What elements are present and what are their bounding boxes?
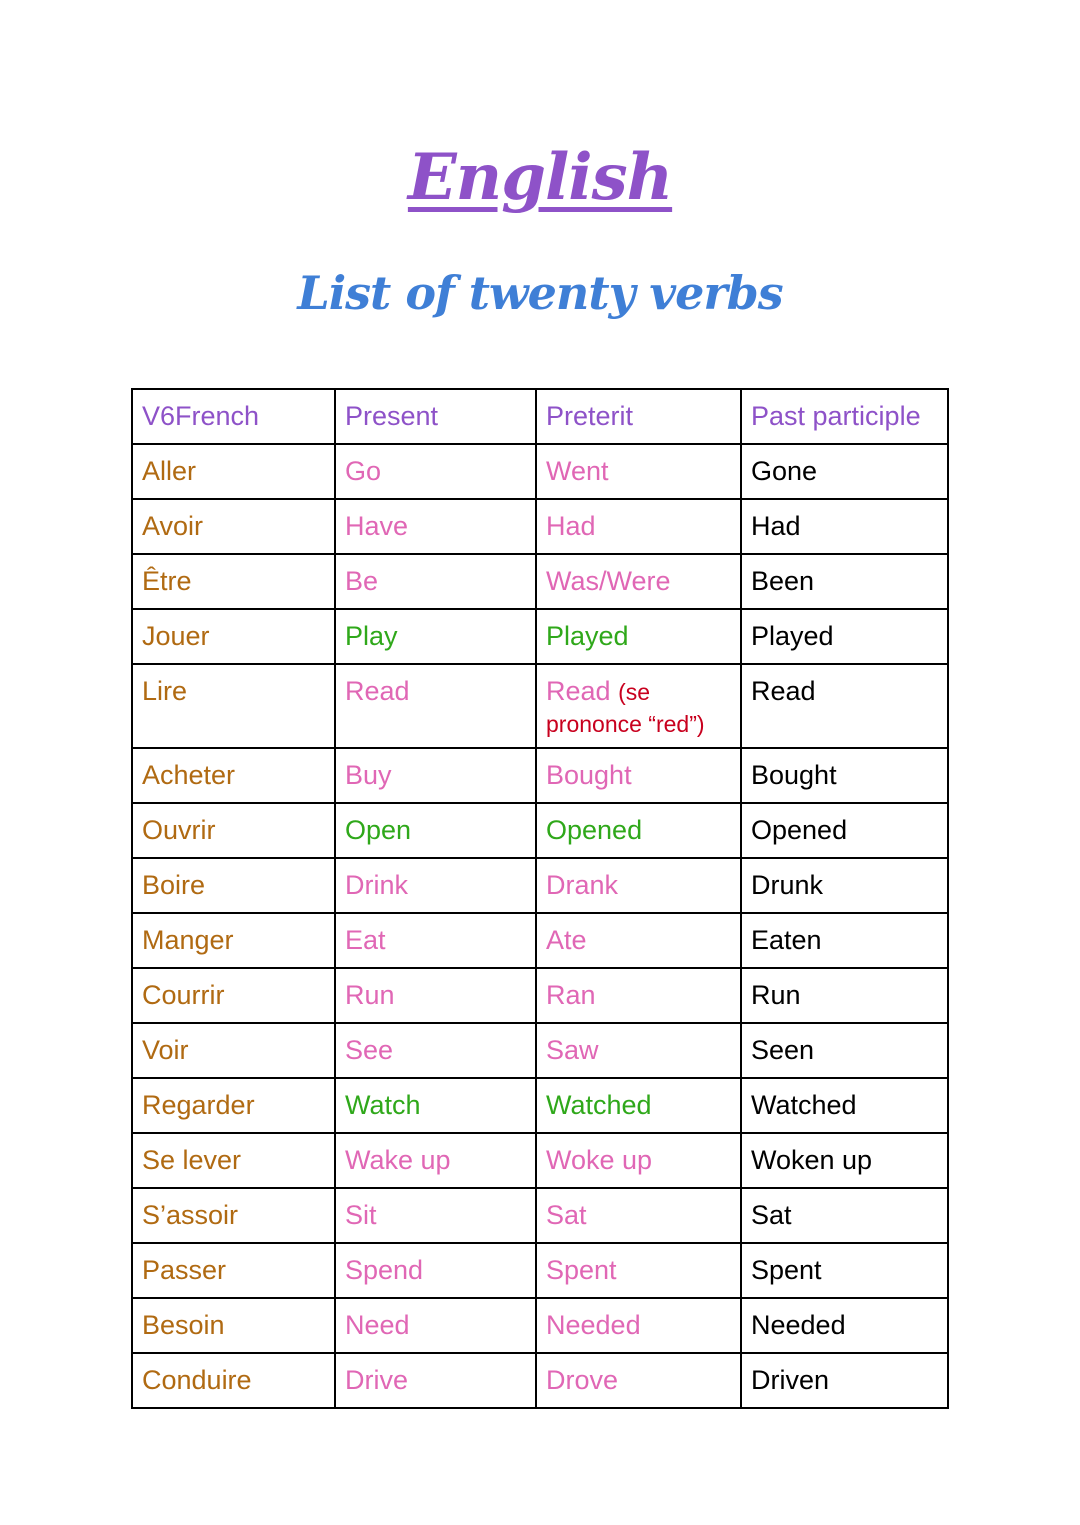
cell-preterit: Opened (536, 803, 741, 858)
cell-participle: Opened (741, 803, 948, 858)
cell-present: Play (335, 609, 536, 664)
table-row (132, 803, 948, 858)
table-row (132, 444, 948, 499)
cell-present: Drink (335, 858, 536, 913)
cell-preterit: Sat (536, 1188, 741, 1243)
page-title: English (407, 140, 673, 215)
preterit-text: Read (546, 676, 611, 706)
header-preterit: Preterit (536, 389, 741, 444)
cell-participle: Played (741, 609, 948, 664)
cell-participle: Driven (741, 1353, 948, 1408)
cell-french: Acheter (132, 748, 335, 803)
cell-preterit: Woke up (536, 1133, 741, 1188)
cell-french: Avoir (132, 499, 335, 554)
cell-french: Courrir (132, 968, 335, 1023)
cell-french: Être (132, 554, 335, 609)
cell-preterit: Needed (536, 1298, 741, 1353)
table-row (132, 1298, 948, 1353)
cell-present: Need (335, 1298, 536, 1353)
cell-french: Conduire (132, 1353, 335, 1408)
cell-french: Boire (132, 858, 335, 913)
cell-participle: Gone (741, 444, 948, 499)
cell-present: Eat (335, 913, 536, 968)
cell-participle: Bought (741, 748, 948, 803)
cell-preterit: Saw (536, 1023, 741, 1078)
cell-present: Run (335, 968, 536, 1023)
table-row (132, 1243, 948, 1298)
cell-preterit (536, 664, 741, 748)
table-row (132, 664, 948, 748)
cell-present: Read (335, 664, 536, 748)
cell-present: Go (335, 444, 536, 499)
cell-present: Spend (335, 1243, 536, 1298)
cell-present: Have (335, 499, 536, 554)
cell-participle: Run (741, 968, 948, 1023)
table-row (132, 1188, 948, 1243)
cell-french: Jouer (132, 609, 335, 664)
cell-participle: Woken up (741, 1133, 948, 1188)
cell-participle: Been (741, 554, 948, 609)
cell-french: Manger (132, 913, 335, 968)
cell-french: S’assoir (132, 1188, 335, 1243)
cell-present: See (335, 1023, 536, 1078)
cell-participle: Spent (741, 1243, 948, 1298)
table-row (132, 609, 948, 664)
cell-french: Passer (132, 1243, 335, 1298)
cell-preterit: Spent (536, 1243, 741, 1298)
cell-present: Drive (335, 1353, 536, 1408)
cell-participle: Had (741, 499, 948, 554)
cell-french: Se lever (132, 1133, 335, 1188)
cell-preterit: Was/Were (536, 554, 741, 609)
header-participle: Past participle (741, 389, 948, 444)
cell-preterit: Bought (536, 748, 741, 803)
cell-french: Besoin (132, 1298, 335, 1353)
table-row (132, 1133, 948, 1188)
table-row (132, 748, 948, 803)
cell-preterit: Drank (536, 858, 741, 913)
table-row (132, 554, 948, 609)
table-row (132, 499, 948, 554)
table-header-row (132, 389, 948, 444)
pronunciation-note: (se prononce “red”) (546, 679, 705, 737)
cell-present: Wake up (335, 1133, 536, 1188)
cell-present: Be (335, 554, 536, 609)
header-present: Present (335, 389, 536, 444)
cell-preterit: Had (536, 499, 741, 554)
cell-french: Lire (132, 664, 335, 748)
cell-preterit: Went (536, 444, 741, 499)
cell-french: Aller (132, 444, 335, 499)
table-row (132, 913, 948, 968)
cell-french: Ouvrir (132, 803, 335, 858)
page-subtitle: List of twenty verbs (297, 266, 783, 320)
cell-participle: Eaten (741, 913, 948, 968)
cell-preterit: Ran (536, 968, 741, 1023)
cell-participle: Read (741, 664, 948, 748)
cell-present: Open (335, 803, 536, 858)
verbs-table-body (132, 389, 948, 1408)
cell-participle: Drunk (741, 858, 948, 913)
cell-present: Sit (335, 1188, 536, 1243)
cell-present: Watch (335, 1078, 536, 1133)
cell-preterit: Drove (536, 1353, 741, 1408)
cell-participle: Sat (741, 1188, 948, 1243)
cell-preterit: Played (536, 609, 741, 664)
table-row (132, 1023, 948, 1078)
cell-participle: Watched (741, 1078, 948, 1133)
cell-preterit: Ate (536, 913, 741, 968)
cell-french: Voir (132, 1023, 335, 1078)
cell-present: Buy (335, 748, 536, 803)
cell-french: Regarder (132, 1078, 335, 1133)
cell-participle: Needed (741, 1298, 948, 1353)
cell-participle: Seen (741, 1023, 948, 1078)
cell-preterit: Watched (536, 1078, 741, 1133)
table-row (132, 968, 948, 1023)
table-row (132, 1078, 948, 1133)
table-row (132, 858, 948, 913)
table-row (132, 1353, 948, 1408)
verbs-table (131, 388, 949, 1409)
header-french: V6French (132, 389, 335, 444)
